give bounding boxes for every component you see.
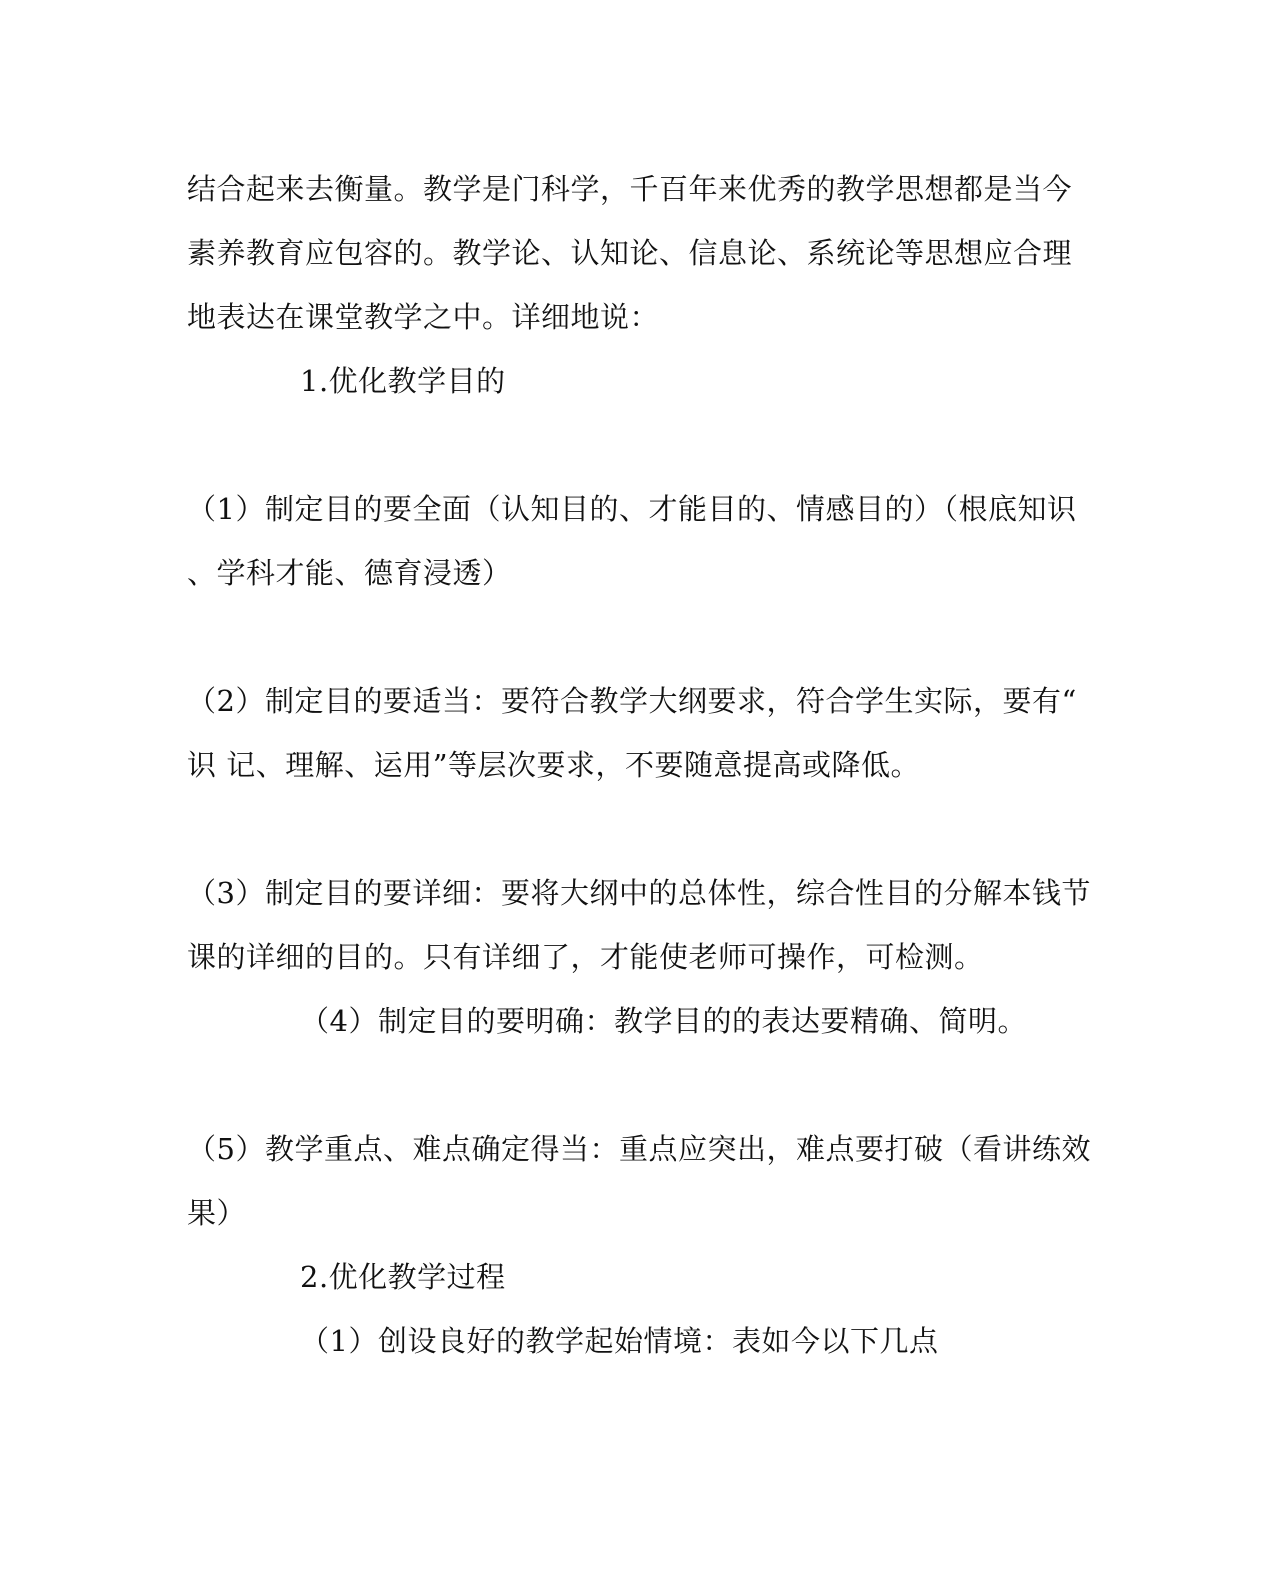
list-item-continuation: 课的详细的目的。只有详细了，才能使老师可操作，可检测。: [187, 940, 984, 974]
list-item-continuation: 果）: [187, 1196, 247, 1230]
list-item: （4）制定目的要明确：教学目的的表达要精确、简明。: [300, 1004, 1027, 1038]
section-heading: 2.优化教学过程: [300, 1260, 506, 1294]
list-item: （2）制定目的要适当：要符合教学大纲要求，符合学生实际，要有“: [187, 684, 1077, 718]
section-heading: 1.优化教学目的: [300, 364, 506, 398]
list-item-continuation: 、学科才能、德育浸透）: [187, 556, 512, 590]
list-item: （1）创设良好的教学起始情境：表如今以下几点: [300, 1324, 939, 1358]
list-item: （3）制定目的要详细：要将大纲中的总体性，综合性目的分解本钱节: [187, 876, 1091, 910]
paragraph-line: 结合起来去衡量。教学是门科学，千百年来优秀的教学思想都是当今: [187, 172, 1073, 206]
paragraph-line: 地表达在课堂教学之中。详细地说：: [187, 300, 660, 334]
list-item-continuation: 识 记、理解、运用”等层次要求，不要随意提高或降低。: [187, 748, 921, 782]
list-item: （1）制定目的要全面（认知目的、才能目的、情感目的）（根底知识: [187, 492, 1077, 526]
list-item: （5）教学重点、难点确定得当：重点应突出，难点要打破（看讲练效: [187, 1132, 1091, 1166]
paragraph-line: 素养教育应包容的。教学论、认知论、信息论、系统论等思想应合理: [187, 236, 1073, 270]
